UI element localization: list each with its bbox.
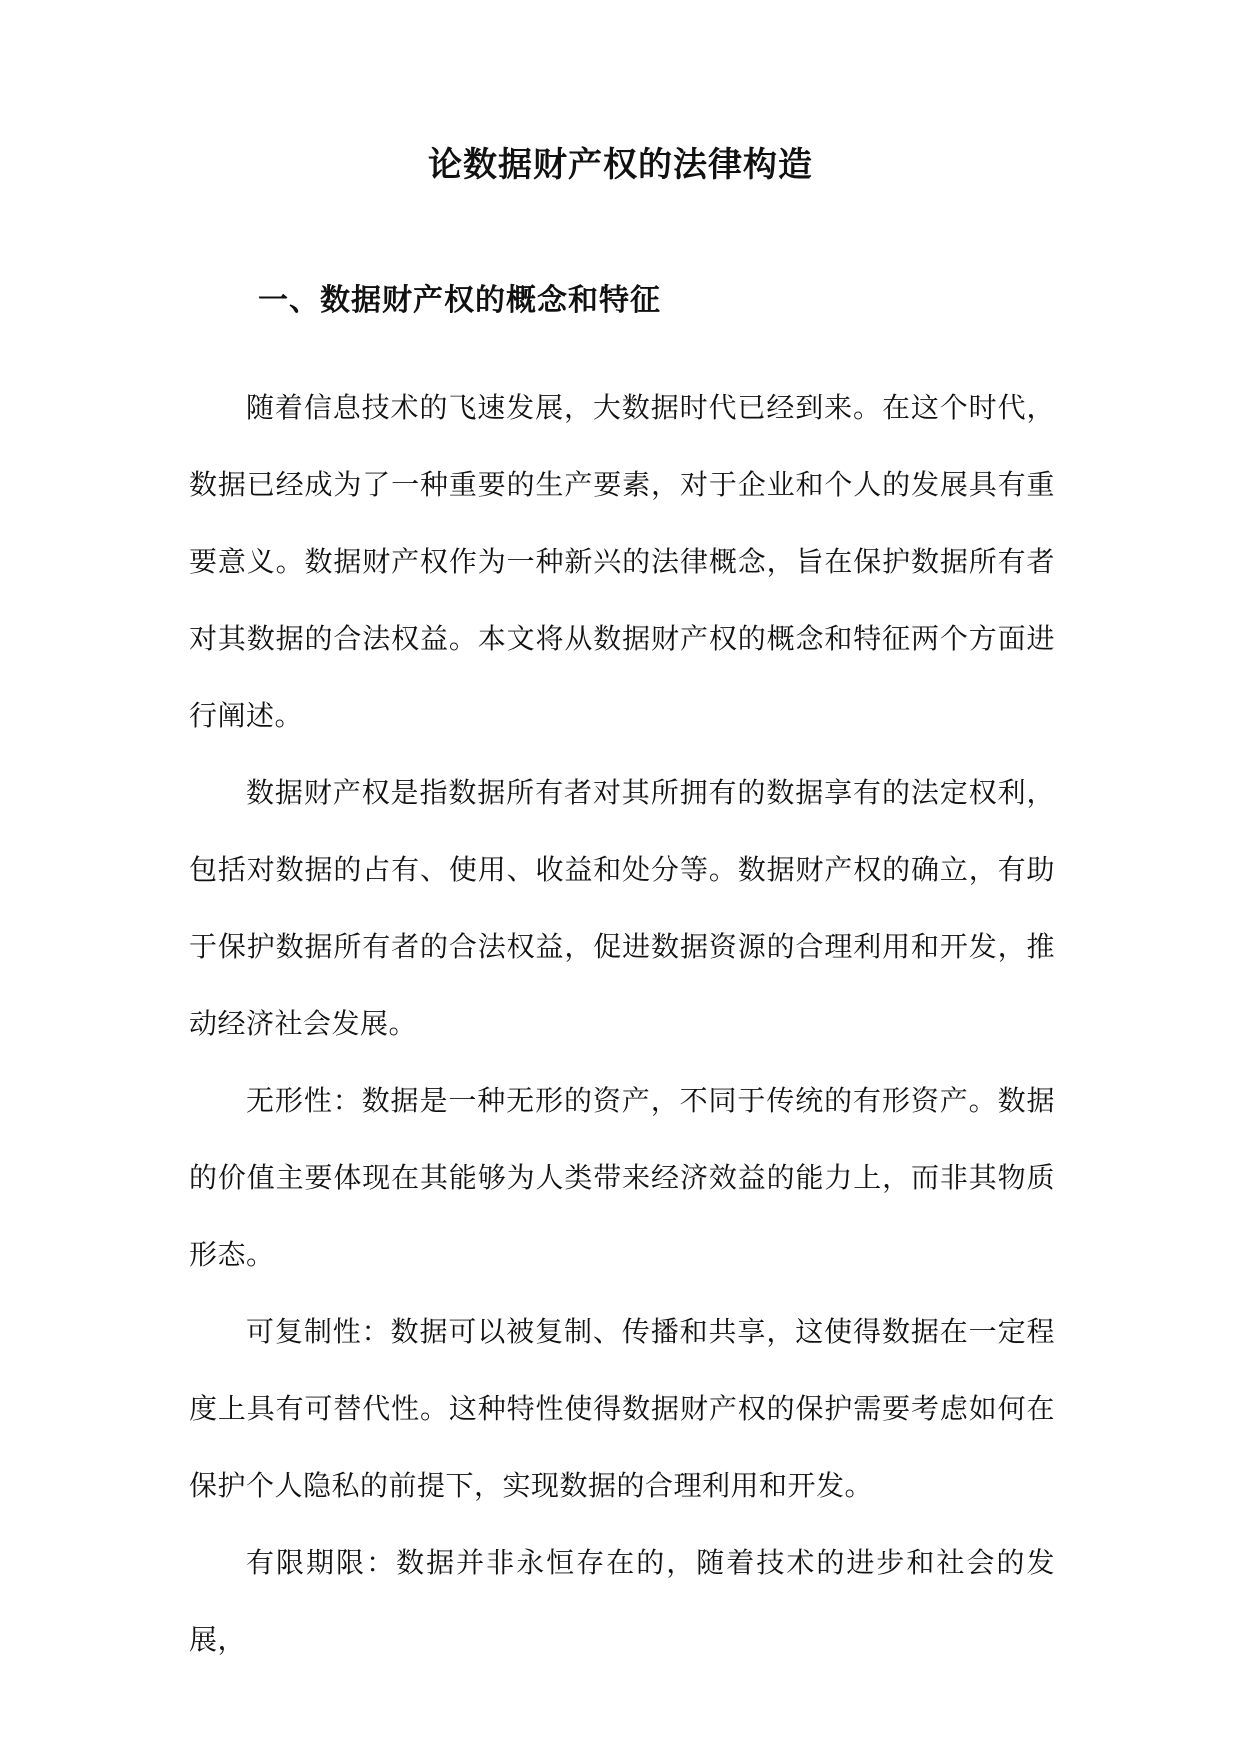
document-body xyxy=(189,369,1055,1678)
paragraph-limited-term: 有限期限：数据并非永恒存在的，随着技术的进步和社会的发展， xyxy=(189,1546,1055,1656)
document-title: 论数据财产权的法律构造 xyxy=(428,145,813,185)
paragraph-intro: 随着信息技术的飞速发展，大数据时代已经到来。在这个时代，数据已经成为了一种重要的生产要素，对于企业和个人的发展具有重要意义。数据财产权作为一种新兴的法律概念，旨在保护数据所有者对其数据的合法权益。本文将从数据财产权的概念和特征两个方面进行阐述。 xyxy=(189,391,1055,732)
section-heading: 一、数据财产权的概念和特征 xyxy=(258,283,661,318)
paragraph-replicability: 可复制性：数据可以被复制、传播和共享，这使得数据在一定程度上具有可替代性。这种特性使得数据财产权的保护需要考虑如何在保护个人隐私的前提下，实现数据的合理利用和开发。 xyxy=(189,1315,1055,1502)
paragraph-intangibility: 无形性：数据是一种无形的资产，不同于传统的有形资产。数据的价值主要体现在其能够为人类带来经济效益的能力上，而非其物质形态。 xyxy=(189,1084,1055,1271)
paragraph-definition: 数据财产权是指数据所有者对其所拥有的数据享有的法定权利，包括对数据的占有、使用、收益和处分等。数据财产权的确立，有助于保护数据所有者的合法权益，促进数据资源的合理利用和开发，推动经济社会发展。 xyxy=(189,776,1055,1040)
